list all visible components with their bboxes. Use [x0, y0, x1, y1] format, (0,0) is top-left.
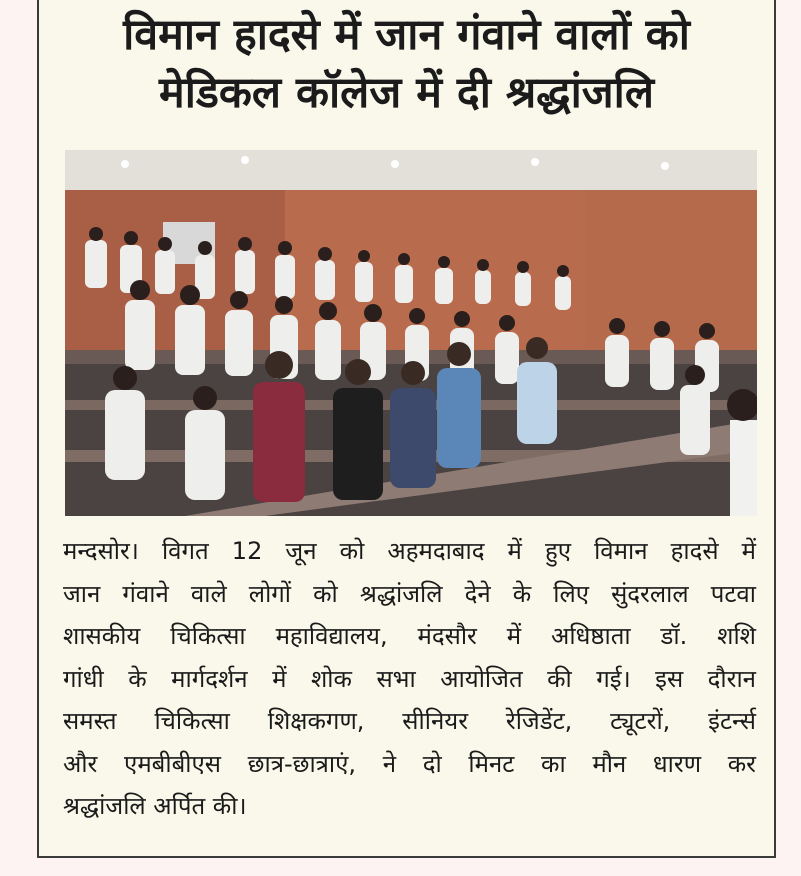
- body-line-6: और एमबीबीएस छात्र-छात्राएं, ने दो मिनट का मौन धारण कर: [63, 749, 756, 778]
- headline-line-1: विमान हादसे में जान गंवाने वालों को: [123, 10, 690, 60]
- news-photo: [65, 150, 757, 516]
- headline: [39, 6, 774, 122]
- body-line-1: मन्दसोर। विगत 12 जून को अहमदाबाद में हुए विमान हादसे में: [63, 537, 756, 565]
- lecture-hall-photo: [65, 150, 757, 516]
- headline-line-2: मेडिकल कॉलेज में दी श्रद्धांजलि: [159, 68, 654, 118]
- body-line-5: समस्त चिकित्सा शिक्षकगण, सीनियर रेजिडेंट, ट्यूटरों, इंटर्न्स: [63, 707, 756, 735]
- body-line-3: शासकीय चिकित्सा महाविद्यालय, मंदसौर में अधिष्ठाता डॉ. शशि: [63, 622, 756, 650]
- article-body: [63, 530, 756, 828]
- body-line-2: जान गंवाने वाले लोगों को श्रद्धांजलि देने के लिए सुंदरलाल पटवा: [63, 579, 756, 608]
- news-clipping: [37, 0, 776, 858]
- body-line-4: गांधी के मार्गदर्शन में शोक सभा आयोजित की गई। इस दौरान: [63, 664, 756, 693]
- body-line-7: श्रद्धांजलि अर्पित की।: [63, 792, 247, 820]
